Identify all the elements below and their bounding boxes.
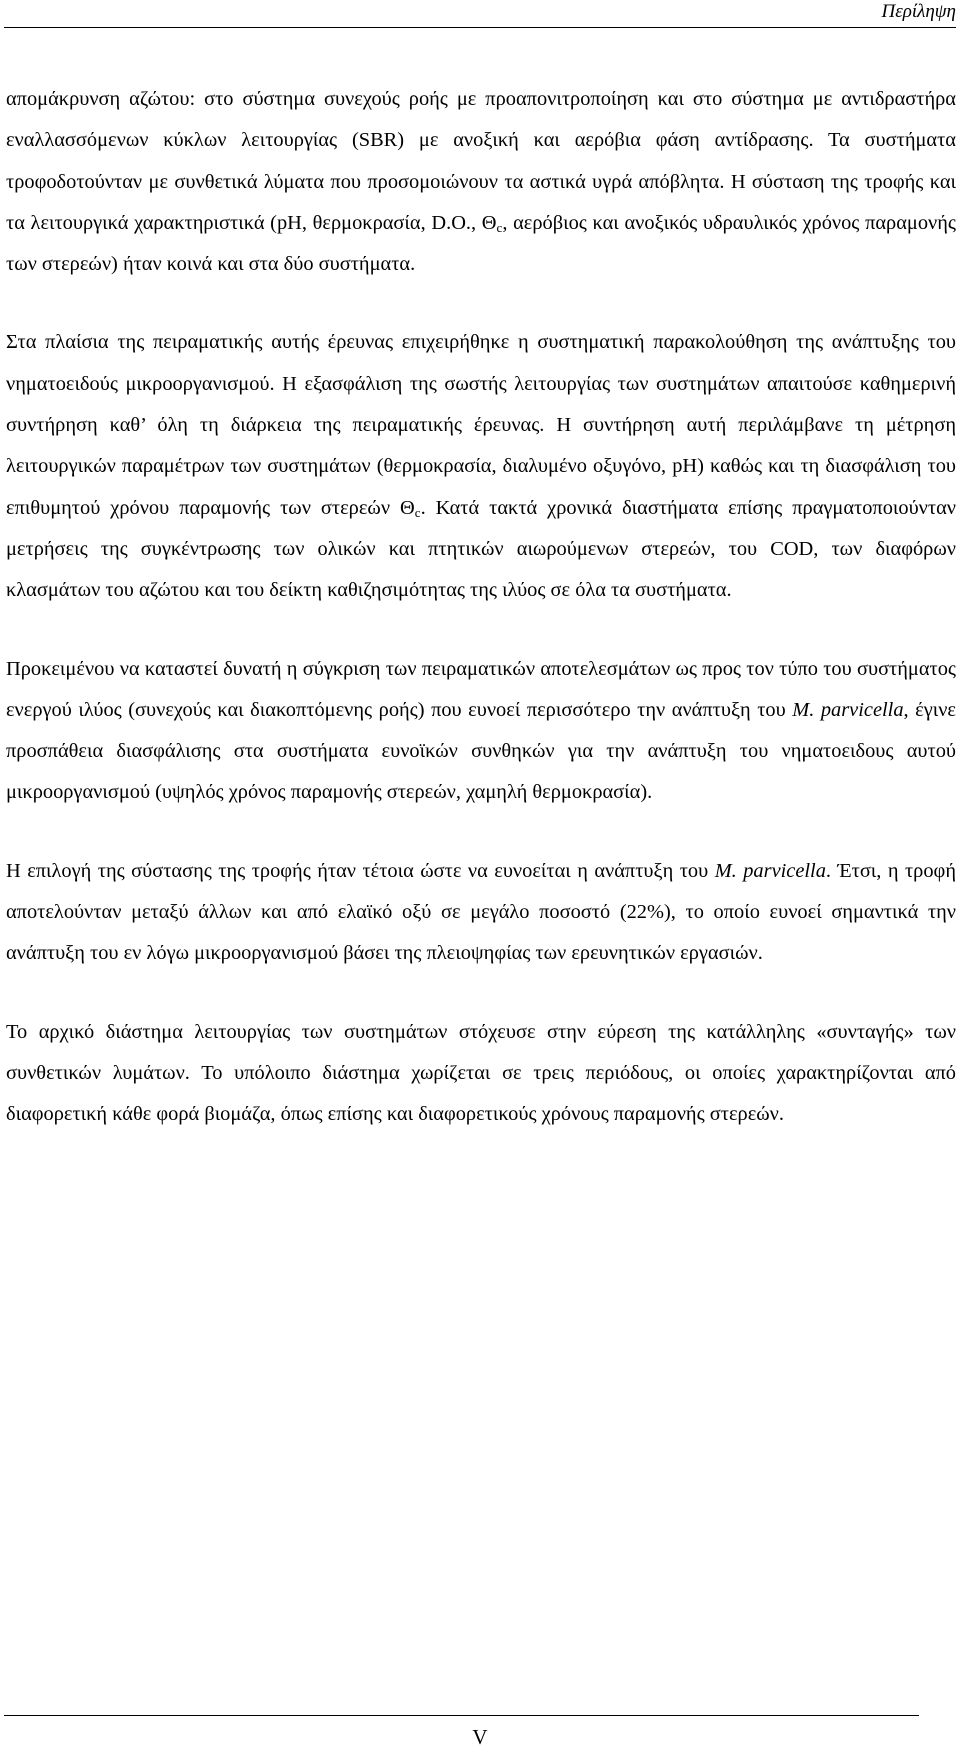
subscript-c: c — [496, 219, 503, 235]
footer-rule — [4, 1715, 919, 1716]
paragraph-operation-periods — [6, 1012, 956, 1136]
species-name: M. parvicella — [792, 698, 904, 721]
paragraph-text: , αερόβιος και ανοξικός υδραυλικός χρόνος παραμονής των στερεών) ήταν κοινά και στα δύο συστήματα. — [6, 211, 956, 276]
paragraph-text: Το αρχικό διάστημα λειτουργίας των συστημάτων στόχευσε στην εύρεση της κατάλληλης «συνταγής» των συνθετικών λυμάτων. Το υπόλοιπο διάστημα χωρίζεται σε τρεις περιόδους, οι οποίες χαρακτηρίζονται από διαφορετική κάθε φορά βιομάζα, όπως επίσης και διαφορετικούς χρόνους παραμονής στερεών. — [6, 1020, 956, 1126]
page-number: V — [472, 1725, 488, 1749]
subscript-c: c — [414, 504, 421, 520]
paragraph-comparison — [6, 649, 956, 814]
paragraph-text: . Κατά τακτά χρονικά διαστήματα επίσης πραγματοποιούνταν μετρήσεις της συγκέντρωσης των ολικών και πτητικών αιωρούμενων στερεών, του COD, των διαφόρων κλασμάτων του αζώτου και του δείκτη καθιζησιμότητας της ιλύος σε όλα τα συστήματα. — [6, 496, 956, 602]
running-header: Περίληψη — [881, 1, 956, 22]
paragraph-monitoring — [6, 322, 956, 611]
document-body — [6, 79, 956, 1136]
paragraph-text: Η επιλογή της σύστασης της τροφής ήταν τέτοια ώστε να ευνοείται η ανάπτυξη του — [6, 859, 715, 882]
paragraph-text: , έγινε προσπάθεια διασφάλισης στα συστήματα ευνοϊκών συνθηκών για την ανάπτυξη του νηματοειδους αυτού μικροοργανισμού (υψηλός χρόνος παραμονής στερεών, χαμηλή θερμοκρασία). — [6, 698, 956, 804]
paragraph-text: Στα πλαίσια της πειραματικής αυτής έρευνας επιχειρήθηκε η συστηματική παρακολούθηση της ανάπτυξης του νηματοειδούς μικροοργανισμού. Η εξασφάλιση της σωστής λειτουργίας των συστημάτων απαιτούσε καθημερινή συντήρηση καθ’ όλη τη διάρκεια της πειραματικής έρευνας. Η συντήρηση αυτή περιλάμβανε τη μέτρηση λειτουργικών παραμέτρων των συστημάτων (θερμοκρασία, διαλυμένο οξυγόνο, pH) καθώς και τη διασφάλιση του επιθυμητού χρόνου παραμονής των στερεών Θ — [6, 331, 956, 519]
paragraph-feed-composition — [6, 851, 956, 975]
species-name: M. parvicella — [714, 859, 826, 882]
paragraph-nitrogen-removal-systems — [6, 79, 956, 285]
header-rule — [4, 27, 956, 28]
paragraph-text: Προκειμένου να καταστεί δυνατή η σύγκριση των πειραματικών αποτελεσμάτων ως προς τον τύπο του συστήματος ενεργού ιλύος (συνεχούς και διακοπτόμενης ροής) που ευνοεί περισσότερο την ανάπτυξη του — [6, 657, 956, 721]
paragraph-text: απομάκρυνση αζώτου: στο σύστημα συνεχούς ροής με προαπονιτροποίηση και στο σύστημα με αντιδραστήρα εναλλασσόμενων κύκλων λειτουργίας (SBR) με ανοξική και αερόβια φάση αντίδρασης. Τα συστήματα τροφοδοτούνταν με συνθετικά λύματα που προσομοιώνουν τα αστικά υγρά απόβλητα. Η σύσταση της τροφής και τα λειτουργικά χαρακτηριστικά (pH, θερμοκρασία, D.O., Θ — [6, 88, 956, 234]
paragraph-text: . Έτσι, η τροφή αποτελούνταν μεταξύ άλλων και από ελαϊκό οξύ σε μεγάλο ποσοστό (22%), το οποίο ευνοεί σημαντικά την ανάπτυξη του εν λόγω μικροοργανισμού βάσει της πλειοψηφίας των ερευνητικών εργασιών. — [6, 859, 956, 965]
